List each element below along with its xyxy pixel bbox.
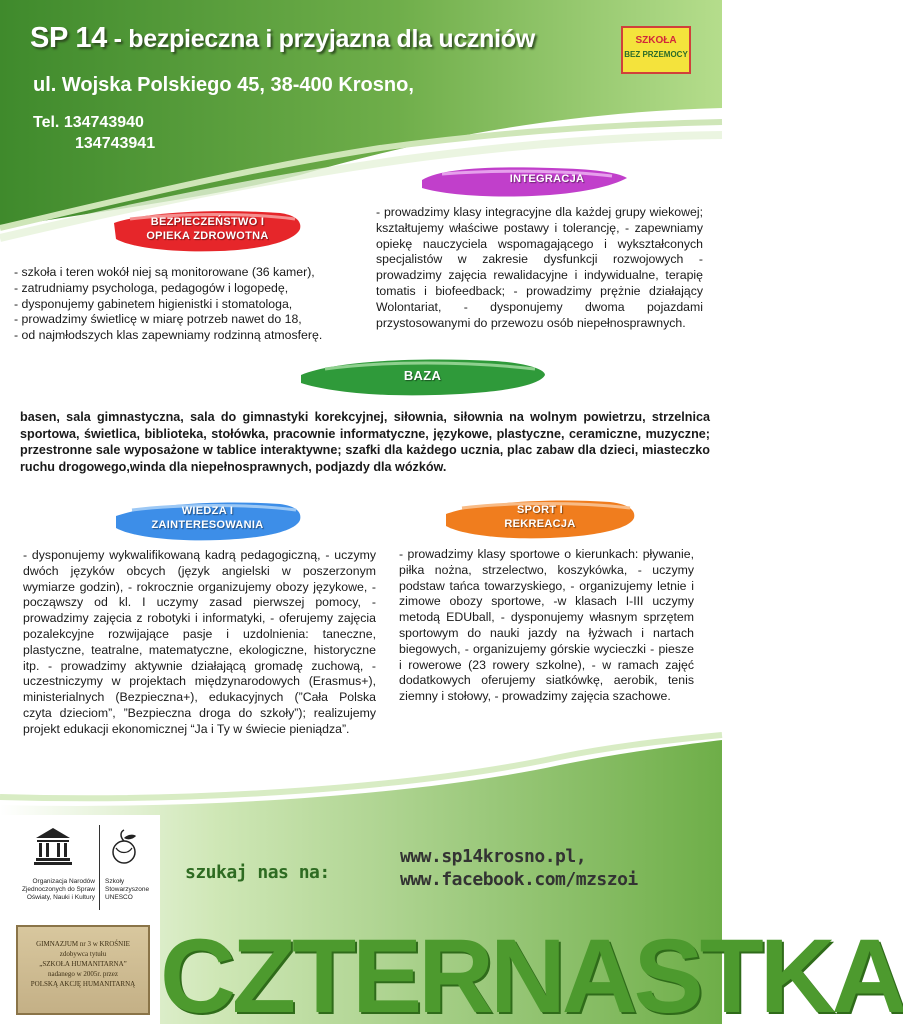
bezpieczenstwo-list [14, 265, 359, 344]
logo-divider [99, 825, 100, 910]
sport-text: - prowadzimy klasy sportowe o kierunkach: pływanie, piłka nożna, strzelectwo, koszykówka, - uczymy podstaw tańca towarzyskiego, - organizujemy letnie i zimowe obozy sportowe, -w klasach I-III uczymy metodą EDUball, - dysponujemy własnym sprzętem sportowym do nauki jazdy na łyżwach i nartach biegowych, - organizujemy górskie wycieczki - piesze i rowerowe (23 rowery szkolne), - w ramach zajęć dodatkowych oferujemy siatkówkę, aerobik, tenis ziemny i stołowy, - prowadzimy zajęcia szachowe. [399, 547, 694, 704]
facebook-link[interactable]: www.facebook.com/mzszoi [400, 869, 638, 890]
list-item: - od najmłodszych klas zapewniamy rodzinną atmosferę. [14, 328, 323, 343]
bezpieczenstwo-ribbon [110, 205, 305, 257]
plaque-line: GIMNAZJUM nr 3 w KROŚNIE [36, 940, 130, 948]
unesco-temple-icon [34, 826, 72, 866]
integracja-text: - prowadzimy klasy integracyjne dla każdej grupy wiekowej; kształtujemy właściwe postawy i tolerancję, - zapewniamy opiekę nauczyciela wspomagającego i wykształconych specjalistów w zakresie dysfunkcji rozwojowych - prowadzimy zajęcia rewalidacyjne i indywidualne, terapię tomatis i biofeedback; - prowadzimy prężnie działający Wolontariat, - dysponujemy dwoma pojazdami przystosowanymi do przewozu osób niepełnosprawnych. [376, 205, 703, 330]
plaque-line: zdobywca tytułu [59, 950, 107, 958]
search-us-label: szukaj nas na: [185, 862, 330, 883]
sport-heading-line1: SPORT I [516, 504, 564, 516]
phone-number-1: Tel. 134743940 [33, 114, 144, 131]
integracja-ribbon [412, 160, 632, 204]
plaque-line: POLSKĄ AKCJĘ HUMANITARNĄ [30, 980, 136, 988]
list-item: - zatrudniamy psychologa, pedagogów i logopedę, [14, 280, 289, 295]
wiedza-heading-line1: WIEDZA I [181, 505, 234, 517]
baza-text: basen, sala gimnastyczna, sala do gimnastyki korekcyjnej, siłownia, siłownia na wolnym powietrzu, strzelnica sportowa, świetlica, biblioteka, stołówka, pracownie informatyczne, językowe, plastyczne, ceramiczne, muzyczne; przestronne sale wyposażone w tablice interaktywne; szafki dla każdego ucznia, plac zabaw dla dzieci, miasteczko ruchu drogowego,winda dla niepełnosprawnych, podjazdy dla wózków. [20, 410, 710, 474]
humanitarian-school-plaque [16, 925, 150, 1015]
plaque-line: „SZKOŁA HUMANITARNA” [39, 960, 127, 968]
baza-heading: BAZA [403, 368, 442, 383]
page-title: SP 14 - bezpieczna i przyjazna dla uczniów [30, 22, 535, 54]
baza-ribbon [295, 353, 550, 399]
wiedza-ribbon [110, 496, 305, 544]
szkola-bez-przemocy-logo [621, 26, 691, 74]
website-link[interactable]: www.sp14krosno.pl, [400, 846, 587, 867]
phone-number-2: 134743941 [75, 135, 156, 152]
logo-text-line2: BEZ PRZEMOCY [624, 50, 688, 59]
globe-icon [108, 828, 140, 868]
list-item: - szkoła i teren wokół niej są monitorowane (36 kamer), [14, 265, 315, 279]
school-address: ul. Wojska Polskiego 45, 38-400 Krosno, [33, 74, 414, 96]
list-item: - prowadzimy świetlicę w miarę potrzeb nawet do 18, [14, 312, 302, 327]
brand-wordmark: CZTERNASTKA [160, 918, 903, 1035]
unesco-organization-name: Organizacja Narodów Zjednoczonych do Spraw Oświaty, Nauki i Kultury [22, 878, 95, 901]
logo-text-line1: SZKOŁA [635, 35, 677, 46]
list-item: - dysponujemy gabinetem higienistki i stomatologa, [14, 296, 293, 311]
wiedza-heading-line2: ZAINTERESOWANIA [151, 519, 264, 531]
plaque-line: nadanego w 2005r. przez [48, 970, 118, 978]
sport-ribbon [440, 494, 640, 542]
bezpieczenstwo-heading-line1: BEZPIECZEŃSTWO I [150, 216, 265, 228]
wiedza-text: - dysponujemy wykwalifikowaną kadrą pedagogiczną, - uczymy dwóch języków obcych (język angielski w poszerzonym wymiarze godzin), - rokrocznie organizujemy obozy językowe, - począwszy od kl. I uczymy zasad pierwszej pomocy, - prowadzimy zajęcia z robotyki i informatyki, - oferujemy zajęcia pozalekcyjne rozwijające pasje i uzdolnienia: taneczne, plastyczne, teatralne, matematyczne, ekologiczne, historyczne itp. - prowadzimy aktywnie działającą gromadę zuchową, - uczestniczymy w projektach międzynarodowych (Erasmus+), ministerialnych (Bezpieczna+), edukacyjnych (”Cała Polska czyta dzieciom”, ”Bezpieczna droga do szkoły”); realizujemy projekt edukacji ekonomicznej “Ja i Ty w świecie pieniądza”. [23, 548, 376, 736]
sport-heading-line2: REKREACJA [504, 518, 576, 530]
unesco-schools-name: Szkoły Stowarzyszone UNESCO [105, 878, 150, 901]
bezpieczenstwo-heading-line2: OPIEKA ZDROWOTNA [146, 230, 269, 242]
integracja-heading: INTEGRACJA [509, 173, 585, 185]
